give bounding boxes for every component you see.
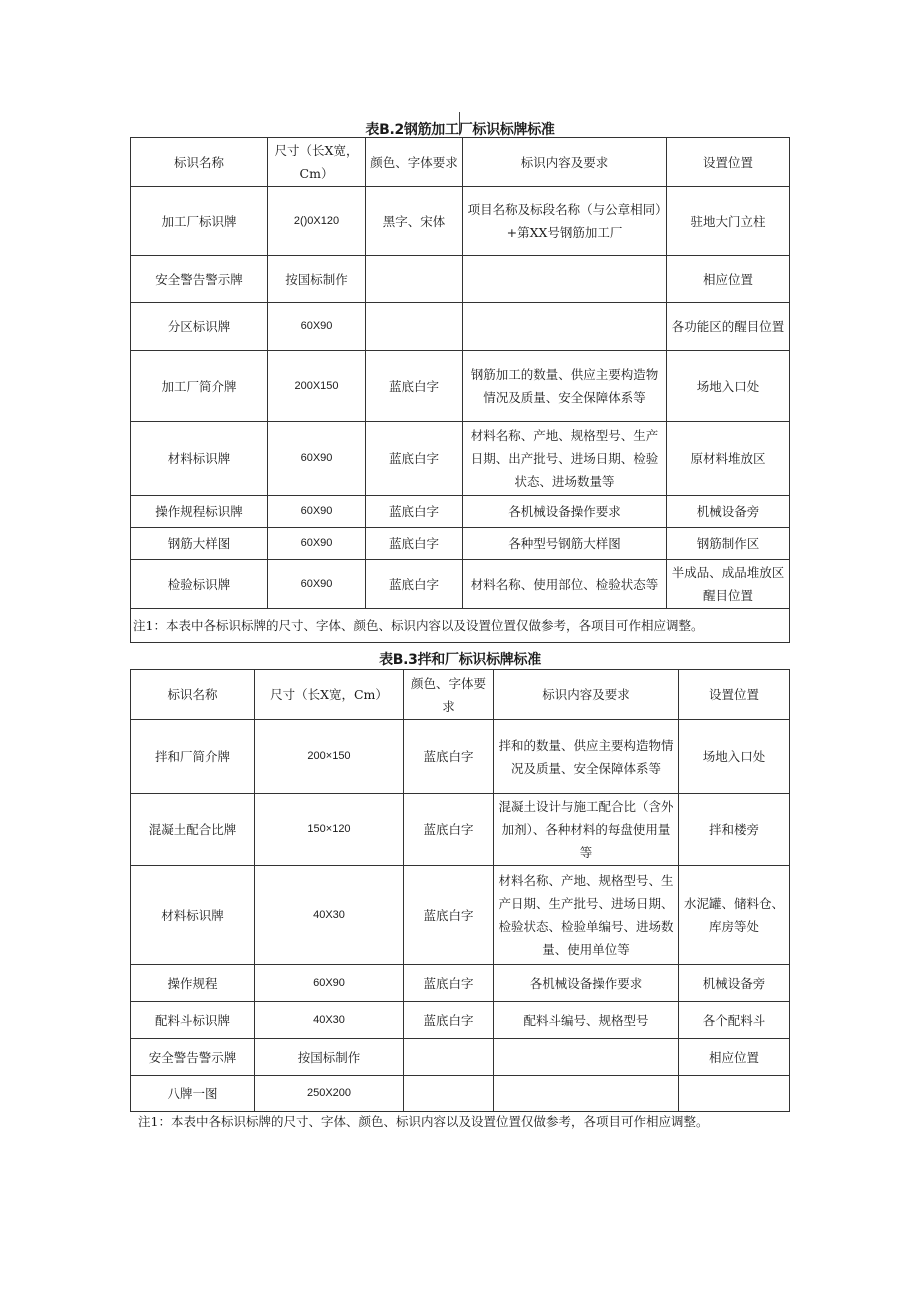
table1-note-row — [131, 609, 790, 643]
table-row — [131, 794, 790, 866]
table2-title: 表B.3拌和厂标识标牌标准 — [379, 652, 541, 668]
cell-location: 机械设备旁 — [679, 965, 790, 1002]
cell-size: 150×120 — [255, 794, 404, 866]
header-cell: 标识名称 — [131, 138, 268, 187]
table-row — [131, 560, 790, 609]
cell-name: 拌和厂简介牌 — [131, 720, 255, 794]
cell-location: 原材料堆放区 — [667, 422, 790, 496]
cell-content: 材料名称、使用部位、检验状态等 — [463, 560, 667, 609]
cell-name: 操作规程标识牌 — [131, 496, 268, 528]
table-row — [131, 528, 790, 560]
cell-name: 材料标识牌 — [131, 422, 268, 496]
cell-location: 场地入口处 — [667, 351, 790, 422]
header-cell: 标识内容及要求 — [494, 670, 679, 720]
table1-note: 注1：本表中各标识标牌的尺寸、字体、颜色、标识内容以及设置位置仅做参考，各项目可作相应调整。 — [131, 609, 790, 643]
header-cell: 尺寸（长X宽，Cm） — [255, 670, 404, 720]
cell-location: 水泥罐、储料仓、库房等处 — [679, 866, 790, 965]
cell-content: 混凝土设计与施工配合比（含外加剂）、各种材料的每盘使用量等 — [494, 794, 679, 866]
table-row — [131, 351, 790, 422]
cell-name: 加工厂简介牌 — [131, 351, 268, 422]
cell-location: 相应位置 — [667, 256, 790, 303]
cell-name: 检验标识牌 — [131, 560, 268, 609]
cell-content — [494, 1076, 679, 1112]
cell-color: 蓝底白字 — [366, 560, 463, 609]
header-cell: 标识内容及要求 — [463, 138, 667, 187]
cell-location: 机械设备旁 — [667, 496, 790, 528]
cell-content: 配料斗编号、规格型号 — [494, 1002, 679, 1039]
cell-size: 60X90 — [268, 560, 366, 609]
cell-name: 八牌一图 — [131, 1076, 255, 1112]
header-cell: 标识名称 — [131, 670, 255, 720]
cell-location: 拌和楼旁 — [679, 794, 790, 866]
cell-content: 各机械设备操作要求 — [463, 496, 667, 528]
table2 — [130, 669, 790, 1112]
cell-location: 半成品、成品堆放区醒目位置 — [667, 560, 790, 609]
cell-color: 蓝底白字 — [404, 1002, 494, 1039]
table-row — [131, 496, 790, 528]
cell-content: 钢筋加工的数量、供应主要构造物情况及质量、安全保障体系等 — [463, 351, 667, 422]
cell-color: 蓝底白字 — [366, 422, 463, 496]
table-row — [131, 187, 790, 256]
cell-content: 各机械设备操作要求 — [494, 965, 679, 1002]
cell-content: 材料名称、产地、规格型号、生产日期、出产批号、进场日期、检验状态、进场数量等 — [463, 422, 667, 496]
cell-name: 安全警告警示牌 — [131, 1039, 255, 1076]
header-cell: 设置位置 — [679, 670, 790, 720]
cell-color: 蓝底白字 — [366, 351, 463, 422]
cell-location: 钢筋制作区 — [667, 528, 790, 560]
cell-size: 40X30 — [255, 1002, 404, 1039]
cell-color: 蓝底白字 — [404, 794, 494, 866]
cell-size: 按国标制作 — [255, 1039, 404, 1076]
cell-content: 材料名称、产地、规格型号、生产日期、生产批号、进场日期、检验状态、检验单编号、进场数量、使用单位等 — [494, 866, 679, 965]
cell-content: 项目名称及标段名称（与公章相同）+第XX号钢筋加工厂 — [463, 187, 667, 256]
cell-size: 40X30 — [255, 866, 404, 965]
cell-content — [463, 303, 667, 351]
cell-size: 250X200 — [255, 1076, 404, 1112]
table-row — [131, 965, 790, 1002]
table-row — [131, 422, 790, 496]
table1 — [130, 137, 790, 643]
cell-size: 按国标制作 — [268, 256, 366, 303]
table-row — [131, 866, 790, 965]
table1-title: 表B.2钢筋加工厂标识标牌标准 — [365, 122, 555, 138]
cell-size: 200X150 — [268, 351, 366, 422]
table-row — [131, 1076, 790, 1112]
cell-name: 操作规程 — [131, 965, 255, 1002]
header-cell: 设置位置 — [667, 138, 790, 187]
table-row — [131, 256, 790, 303]
table1-header-row — [131, 138, 790, 187]
cell-size: 60X90 — [268, 496, 366, 528]
cell-color — [366, 303, 463, 351]
cell-name: 配料斗标识牌 — [131, 1002, 255, 1039]
cell-location: 驻地大门立柱 — [667, 187, 790, 256]
cell-name: 混凝土配合比牌 — [131, 794, 255, 866]
cell-color — [404, 1039, 494, 1076]
cell-size: 60X90 — [268, 528, 366, 560]
cell-location: 各功能区的醒目位置 — [667, 303, 790, 351]
table2-note: 注1：本表中各标识标牌的尺寸、字体、颜色、标识内容以及设置位置仅做参考，各项目可作相应调整。 — [138, 1114, 709, 1129]
table-row — [131, 303, 790, 351]
header-cell: 颜色、字体要求 — [366, 138, 463, 187]
cell-content — [463, 256, 667, 303]
cell-size: 200×150 — [255, 720, 404, 794]
cell-color: 黑字、宋体 — [366, 187, 463, 256]
cell-content: 拌和的数量、供应主要构造物情况及质量、安全保障体系等 — [494, 720, 679, 794]
cell-color: 蓝底白字 — [366, 528, 463, 560]
cell-name: 钢筋大样图 — [131, 528, 268, 560]
cell-color: 蓝底白字 — [404, 965, 494, 1002]
cell-color — [404, 1076, 494, 1112]
header-cell: 尺寸（长X宽，Cm） — [268, 138, 366, 187]
table-row — [131, 720, 790, 794]
cell-color — [366, 256, 463, 303]
cell-content — [494, 1039, 679, 1076]
cell-name: 材料标识牌 — [131, 866, 255, 965]
cell-color: 蓝底白字 — [366, 496, 463, 528]
table2-header-row — [131, 670, 790, 720]
cell-name: 安全警告警示牌 — [131, 256, 268, 303]
cell-size: 60X90 — [268, 303, 366, 351]
cell-name: 分区标识牌 — [131, 303, 268, 351]
cell-location: 场地入口处 — [679, 720, 790, 794]
cell-content: 各种型号钢筋大样图 — [463, 528, 667, 560]
cell-size: 2()0X120 — [268, 187, 366, 256]
table-row — [131, 1039, 790, 1076]
cell-location: 相应位置 — [679, 1039, 790, 1076]
cell-color: 蓝底白字 — [404, 720, 494, 794]
cell-location: 各个配料斗 — [679, 1002, 790, 1039]
cell-size: 60X90 — [255, 965, 404, 1002]
cell-color: 蓝底白字 — [404, 866, 494, 965]
table-row — [131, 1002, 790, 1039]
cell-location — [679, 1076, 790, 1112]
cell-size: 60X90 — [268, 422, 366, 496]
header-cell: 颜色、字体要求 — [404, 670, 494, 720]
cell-name: 加工厂标识牌 — [131, 187, 268, 256]
